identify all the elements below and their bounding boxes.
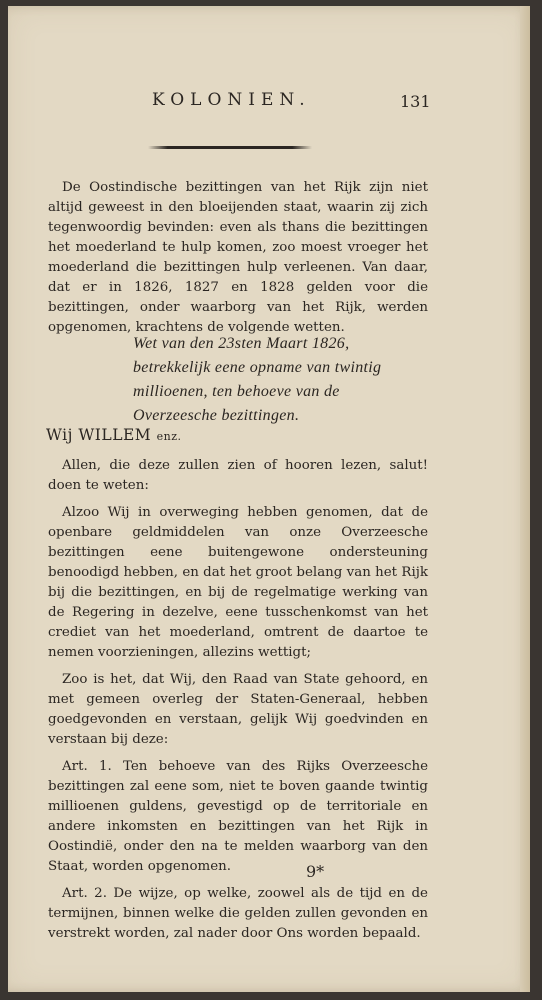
signature-mark: 9* (306, 862, 325, 881)
paragraph-zoo-is-het: Zoo is het, dat Wij, den Raad van State gehoord, en met gemeen overleg der Staten-Generaal, hebben goedgevonden en verstaan, gelijk Wij goedvinden en verstaan bij deze: (48, 672, 428, 747)
law-body (48, 456, 428, 951)
enactment-formula (46, 426, 182, 444)
page-number: 131 (400, 92, 431, 111)
paragraph-salut: Allen, die deze zullen zien of hooren lezen, salut! doen te weten: (48, 458, 428, 493)
paragraph-considerans: Alzoo Wij in overweging hebben genomen, dat de openbare geldmiddelen van onze Overzeesche bezittingen eene buitengewone ondersteuning benoodigd hebben, en dat het groot belang van het Rijk bij die bezittingen, en bij de regelmatige werking van de Regering in dezelve, eene tusschenkomst van het crediet van het moederland, omtrent de daartoe te nemen voorzieningen, allezins wettigt; (48, 505, 428, 660)
article-1: Art. 1. Ten behoeve van des Rijks Overzeesche bezittingen zal eene som, niet te boven gaande twintig millioenen guldens, gevestigd op de territoriale en andere inkomsten en bezittingen van het Rijk in Oostindië, onder den na te melden waarborg van den Staat, worden opgenomen. (48, 759, 428, 874)
intro-paragraph: De Oostindische bezittingen van het Rijk zijn niet altijd geweest in den bloeijenden staat, waarin zij zich tegenwoordig bevinden: even als thans die bezittingen het moederland te hulp komen, zoo moest vroeger het moederland die bezittingen hulp verleenen. Van daar, dat er in 1826, 1827 en 1828 gelden voor die bezittingen, onder waarborg van het Rijk, werden opgenomen, krachtens de volgende wetten. (48, 180, 428, 335)
law-heading: Wet van den 23sten Maart 1826, betrekkelijk eene opname van twintig millioenen, ten behoeve van de Overzeesche bezittingen. (133, 335, 382, 424)
king-name: Wij WILLEM (46, 426, 152, 444)
book-page (8, 6, 530, 992)
enz-suffix: enz. (156, 430, 182, 443)
article-2: Art. 2. De wijze, op welke, zoowel als de tijd en de termijnen, binnen welke die gelden zullen gevonden en verstrekt worden, zal nader door Ons worden bepaald. (48, 886, 428, 941)
header-rule (148, 146, 312, 149)
intro-block (48, 178, 428, 345)
running-title: KOLONIEN. (152, 90, 311, 110)
page-edge (520, 6, 530, 992)
